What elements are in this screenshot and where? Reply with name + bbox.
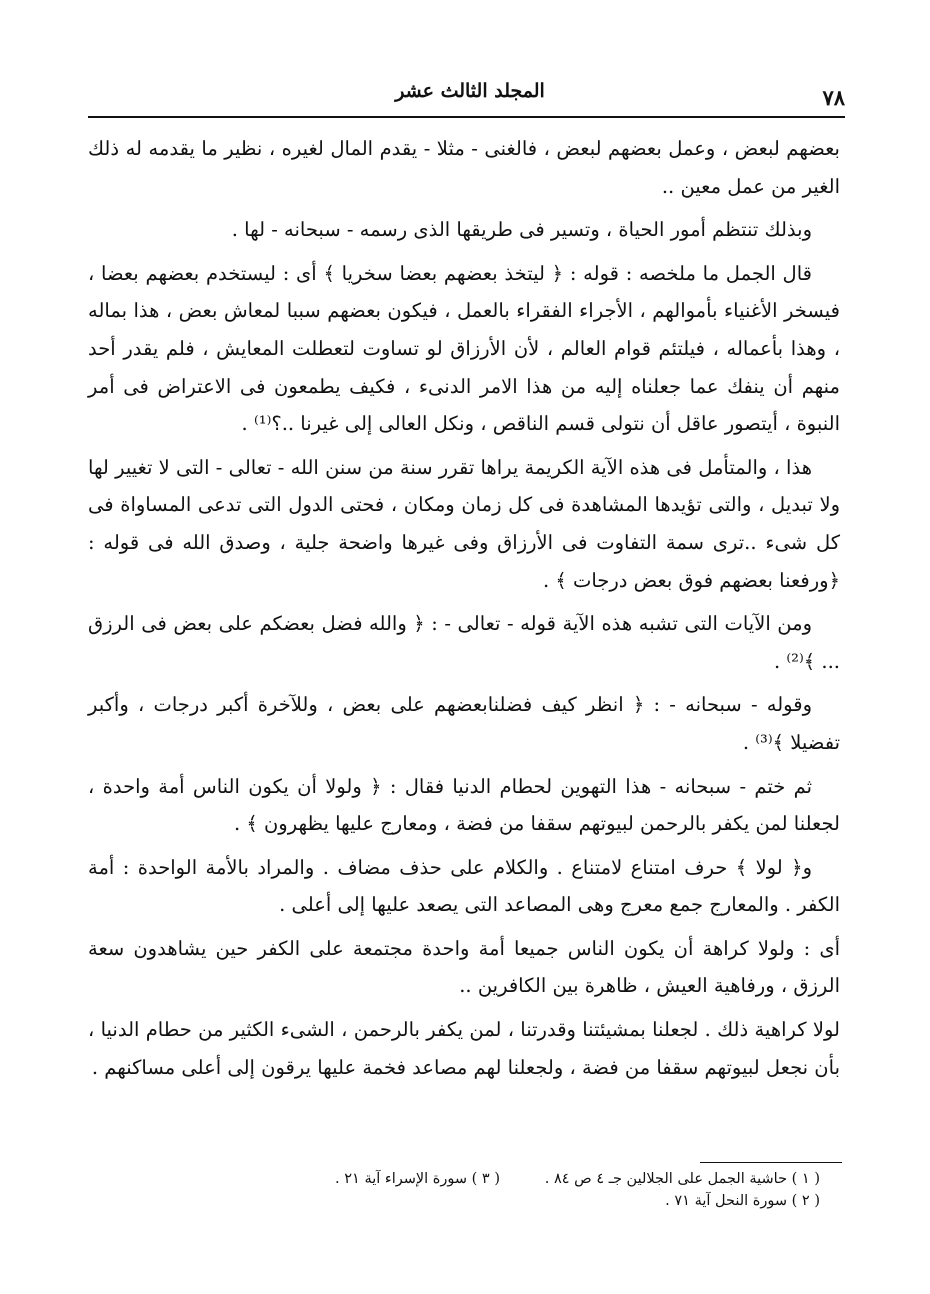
paragraph-7: ثم ختم - سبحانه - هذا التهوين لحطام الدنيا فقال : ﴿ ولولا أن يكون الناس أمة واحدة ، لجعلنا لمن يكفر بالرحمن لبيوتهم سقفا من فضة ، ومعارج عليها يظهرون ﴾ .: [88, 774, 840, 836]
footnote-row-1: [220, 1168, 820, 1190]
footnote-3: ( ٣ ) سورة الإسراء آية ٢١ .: [335, 1171, 500, 1187]
footnotes: [220, 1168, 820, 1212]
footnote-1: ( ١ ) حاشية الجمل على الجلالين جـ ٤ ص ٨٤ .: [544, 1171, 820, 1187]
volume-title: المجلد الثالث عشر: [395, 80, 545, 102]
paragraph-10: لولا كراهية ذلك . لجعلنا بمشيئتنا وقدرتنا ، لمن يكفر بالرحمن ، الشىء الكثير من حطام الدنيا ، بأن نجعل لبيوتهم سقفا من فضة ، ولجعلنا لهم مصاعد فخمة عليها يرقون إلى أعلى مساكنهم .: [88, 1018, 840, 1079]
footnote-row-2: [220, 1190, 820, 1212]
page-number: ٧٨: [822, 85, 845, 110]
page-body: [88, 130, 840, 1092]
footnote-divider: [700, 1162, 842, 1163]
paragraph-1: بعضهم لبعض ، وعمل بعضهم لبعض ، فالغنى - مثلا - يقدم المال لغيره ، نظير ما يقدمه له ذلك الغير من عمل معين ..: [88, 137, 840, 198]
paragraph-2: وبذلك تنتظم أمور الحياة ، وتسير فى طريقها الذى رسمه - سبحانه - لها .: [231, 218, 812, 242]
paragraph-5: ومن الآيات التى تشبه هذه الآية قوله - تعالى - : ﴿ والله فضل بعضكم على بعض فى الرزق ... ﴾⁽²⁾ .: [88, 612, 840, 673]
page-header: [90, 74, 845, 110]
paragraph-6: وقوله - سبحانه - : ﴿ انظر كيف فضلنابعضهم على بعض ، وللآخرة أكبر درجات ، وأكبر تفضيلا ﴾⁽³⁾ .: [88, 693, 840, 754]
paragraph-9: أى : ولولا كراهة أن يكون الناس جميعا أمة واحدة مجتمعة على الكفر حين يشاهدون سعة الرزق ، ورفاهية العيش ، ظاهرة بين الكافرين ..: [88, 936, 840, 998]
paragraph-3: قال الجمل ما ملخصه : قوله : ﴿ ليتخذ بعضهم بعضا سخريا ﴾ أى : ليستخدم بعضهم بعضا ، فيسخر الأغنياء بأموالهم ، الأجراء الفقراء بالعمل ، فيكون بعضهم سببا لمعاش بعض ، هذا بماله ، وهذا بأعماله ، فيلتئم قوام العالم ، لأن الأرزاق لو تساوت لتعطلت المعايش ، فلم يقدر أحد منهم أن ينفك عما جعلناه إليه من هذا الامر الدنىء ، فكيف يطمعون فى الاعتراض فى أمر النبوة ، أيتصور عاقل أن نتولى قسم الناقص ، ونكل العالى إلى غيرنا ..؟⁽¹⁾ .: [88, 261, 840, 436]
paragraph-4: هذا ، والمتأمل فى هذه الآية الكريمة يراها تقرر سنة من سنن الله - تعالى - التى لا تغيير لها ولا تبديل ، والتى تؤيدها المشاهدة فى كل زمان ومكان ، فحتى الدول التى تدعى المساواة فى كل شىء ..ترى سمة التفاوت فى الأرزاق وفى غيرها واضحة جلية ، وصدق الله فى قوله : ﴿ورفعنا بعضهم فوق بعض درجات ﴾ .: [88, 455, 840, 592]
paragraph-8: و﴿ لولا ﴾ حرف امتناع لامتناع . والكلام على حذف مضاف . والمراد بالأمة الواحدة : أمة الكفر . والمعارج جمع معرج وهى المصاعد التى يصعد عليها إلى أعلى .: [88, 855, 840, 917]
header-divider: [88, 116, 845, 118]
footnote-2: ( ٢ ) سورة النحل آية ٧١ .: [665, 1193, 820, 1209]
